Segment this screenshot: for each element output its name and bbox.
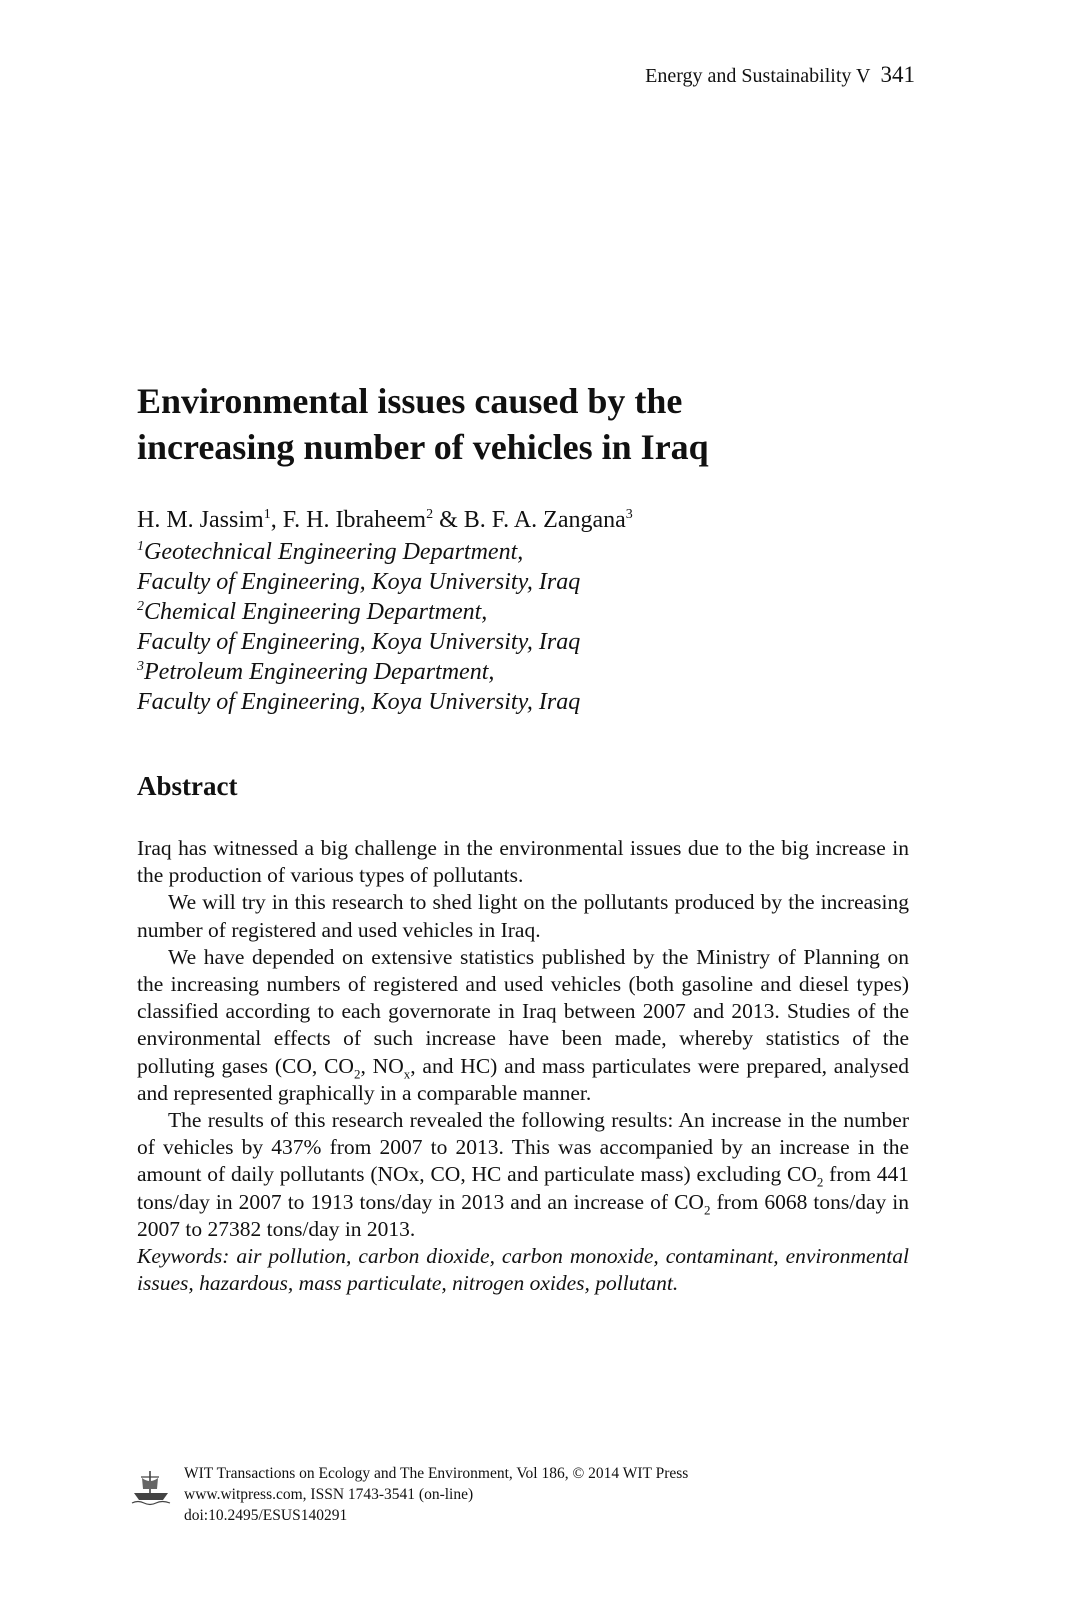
wit-press-ship-logo-icon (130, 1467, 172, 1507)
affiliation-mark: 3 (137, 659, 144, 674)
author-mark: 2 (426, 507, 434, 522)
abstract-heading: Abstract (137, 771, 238, 801)
author-name: F. H. Ibraheem (282, 507, 427, 533)
running-title: Energy and Sustainability V (645, 65, 871, 87)
page-number: 341 (880, 62, 915, 87)
footer-text (184, 1463, 688, 1526)
affiliation-department: Chemical Engineering Department, (144, 599, 488, 625)
abstract-body (137, 835, 909, 1297)
footer-issn: www.witpress.com, ISSN 1743-3541 (on-line) (184, 1486, 474, 1503)
running-header (645, 62, 915, 88)
affiliation-institution: Faculty of Engineering, Koya University, Iraq (137, 629, 581, 655)
author-mark: 3 (625, 507, 633, 522)
footer-citation: WIT Transactions on Ecology and The Environment, Vol 186, © 2014 WIT Press (184, 1465, 689, 1482)
affiliation (137, 537, 580, 567)
affiliation (137, 657, 580, 687)
author-name: B. F. A. Zangana (463, 507, 626, 533)
title-line-1: Environmental issues caused by the (137, 381, 683, 421)
author-mark: 1 (263, 507, 271, 522)
paper-title (137, 378, 937, 470)
affiliation-department: Geotechnical Engineering Department, (144, 539, 524, 565)
abstract-paragraph-2: We will try in this research to shed light on the pollutants produced by the increasing number of registered and used vehicles in Iraq. (137, 890, 909, 942)
page-footer (130, 1463, 688, 1526)
affiliation-department: Petroleum Engineering Department, (144, 659, 495, 685)
keywords: Keywords: air pollution, carbon dioxide, carbon monoxide, contaminant, environmental issues, hazardous, mass particulate, nitrogen oxides, pollutant. (137, 1244, 909, 1296)
affiliation (137, 597, 580, 627)
author-separator: & (433, 507, 464, 533)
abstract-paragraph-3: We have depended on extensive statistics published by the Ministry of Planning on the increasing numbers of registered and used vehicles (both gasoline and diesel types) classified according to each governorate in Iraq between 2007 and 2013. Studies of the environmental effects of such increase have been made, whereby statistics of the polluting gases (CO, $CO_2$, $NO_x$, and HC) and mass particulates were prepared, analysed and represented graphically in a comparable manner. (137, 944, 909, 1105)
abstract-paragraph-1: Iraq has witnessed a big challenge in the environmental issues due to the big increase in the production of various types of pollutants. (137, 836, 909, 888)
author-list (137, 505, 633, 535)
footer-doi: doi:10.2495/ESUS140291 (184, 1507, 348, 1524)
title-line-2: increasing number of vehicles in Iraq (137, 427, 709, 467)
affiliation-institution: Faculty of Engineering, Koya University, Iraq (137, 569, 581, 595)
author-separator: , (270, 507, 283, 533)
author-name: H. M. Jassim (137, 507, 264, 533)
affiliation-list (137, 537, 580, 717)
affiliation-institution: Faculty of Engineering, Koya University, Iraq (137, 689, 581, 715)
affiliation-mark: 1 (137, 539, 144, 554)
affiliation-mark: 2 (137, 599, 144, 614)
abstract-paragraph-4: The results of this research revealed the following results: An increase in the number of vehicles by 437% from 2007 to 2013. This was accompanied by an increase in the amount of daily pollutants (NOx, CO, HC and particulate mass) excluding $CO_2$ from 441 tons/day in 2007 to 1913 tons/day in 2013 and an increase of $CO_2$ from 6068 tons/day in 2007 to 27382 tons/day in 2013. (137, 1108, 910, 1241)
